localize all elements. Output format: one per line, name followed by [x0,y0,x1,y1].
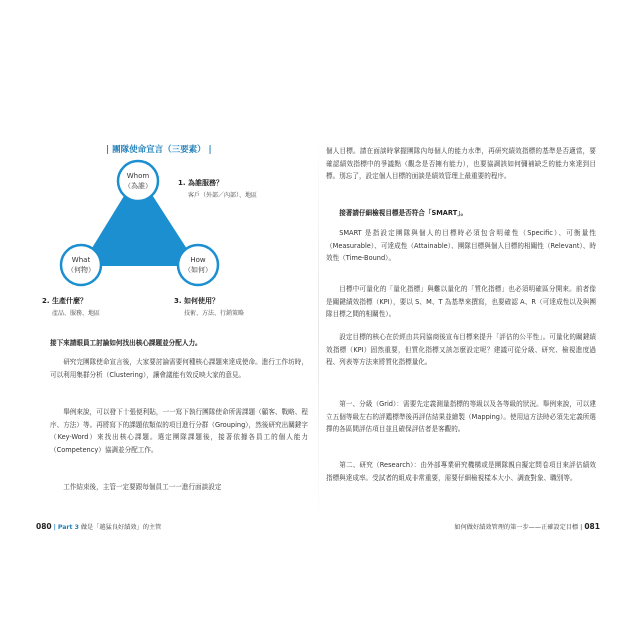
footer-chapter-title-left: 做是「越猛良好績效」的主管 [80,524,162,531]
paragraph-right-5: 第一、分級（Grid）：需要先定義測量指標的等級以及各等級的狀況。舉例來說，可以建立五個等級左右的評鑑標準後再評估結果並繪製（Mapping）。使用這方法時必須先定義所選擇的各區間評估項目並且確保評估者是客觀的。 [326,400,596,433]
node-how-sub: （如何） [184,266,212,274]
question-3-title: 3. 如何使用？ [174,297,219,305]
book-gutter [318,130,319,530]
question-1-title: 1. 為誰服務？ [178,179,223,187]
paragraph-right-6: 第二、研究（Research）：由外部專業研究機構或是團隊親自擬定問卷項目來評估績效指標與達成率。受試者的組成非常重要，需要仔細檢視樣本大小、調查對象、職別等。 [326,461,596,482]
paragraph-right-3: 目標中可量化的「量化指標」與難以量化的「質化指標」也必須明確區分開來。前者像是關鍵績效指標（KPI），要以 S、M、T 為基準來撰寫，也要確認 A、R（可達成性以及與團隊目標之間的相關性）。 [326,285,596,318]
paragraph-1: 研究完團隊使命宣言後，大家要討論需要何種核心課題來達成使命。進行工作坊時，可以利用集群分析（Clustering），讓會議能有效反映大家的意見。 [50,358,308,379]
footer-separator-right: | [580,524,583,531]
section-heading: 接下來請眼員工討論如何找出核心課題並分配人力。 [50,339,202,347]
node-how-label: How [190,256,206,264]
paragraph-right-2: SMART 是指設定團隊與個人的目標時必須包含明確性（Specific）、可衡量性（Measurable）、可達成性（Attainable）、團隊目標與個人目標的相關性（Relevant）、時效性（Time-Bound）。 [326,229,596,262]
question-3-subtitle: 技術、方法、行銷策略 [184,310,245,317]
paragraph-right-4: 設定目標的核心在於經由共同協商後宣布目標來提升「評估的公平性」。可量化的關鍵績效指標（KPI）固然重要，但質化指標又該怎麼設定呢？建議可從分級、研究、檢視進度過程、列表等方法來將質化指標量化。 [326,333,596,366]
paragraph-right-1: 個人目標。請在面談時掌握團隊內每個人的能力水準，再研究績效指標的基準是否適當，要確認績效指標中的爭議點（觀念是否擁有能力），也要協調該如何彌補缺乏的能力來達到目標。別忘了，設定個人目標的面談是績效管理上最重要的程序。 [326,147,596,180]
page-number-right: 081 [584,522,600,531]
footer-chapter-title-right: 如何做好績效管理的第一步——正確設定目標 [454,524,579,531]
question-2-subtitle: 產品、服務、地區 [52,310,101,317]
footer-part-label: Part 3 [57,524,79,531]
right-page [322,135,602,515]
question-2-title: 2. 生產什麼？ [42,297,87,305]
node-how [178,245,218,285]
node-what-sub: （何物） [67,266,95,274]
node-what [61,245,101,285]
left-page-footer [36,522,161,531]
node-what-label: What [71,256,91,264]
diagram-title: | 團隊使命宣言（三要素） | [106,145,212,155]
node-whom-sub: （為誰） [124,182,152,190]
mission-triangle-diagram [36,159,311,309]
paragraph-2: 舉例來說，可以發下十張便利貼，一一寫下執行團隊使命所需課題（顧客、戰略、程序、方法）等。再將寫下的課題依類似的項目進行分群（Grouping），然後研究出關鍵字（Key-Word）來找出核心課題。選定團隊課題後，接著依據各員工的個人能力（Competency）協調並分配工作。 [50,408,308,454]
left-page [36,135,311,515]
question-1-subtitle: 客戶（外部／內部）、地區 [188,192,258,199]
right-page-footer [454,522,600,531]
paragraph-3: 工作結束後，主管一定要跟每個員工一一進行面談設定 [63,483,222,491]
section-heading-smart: 接著請仔細檢視目標是否符合「SMART」。 [339,209,468,217]
footer-separator-left: | [53,524,56,531]
node-whom [118,161,158,201]
page-number-left: 080 [36,522,52,531]
node-whom-label: Whom [126,172,150,180]
